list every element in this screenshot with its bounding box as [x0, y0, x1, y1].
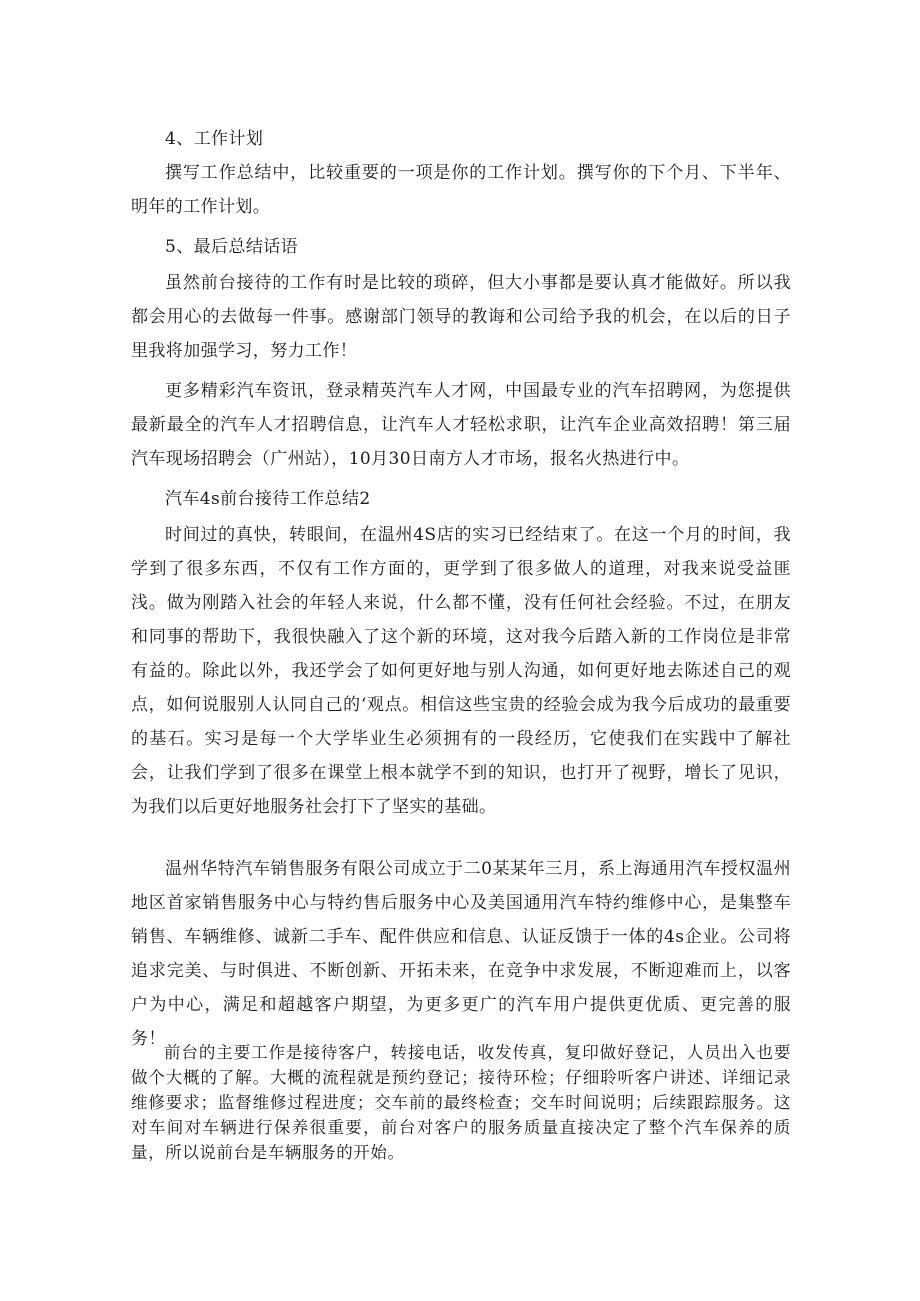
paragraph-work-plan: 撰写工作总结中，比较重要的一项是你的工作计划。撰写你的下个月、下半年、明年的工作计划。 — [131, 163, 791, 217]
paragraph-company-intro: 温州华特汽车销售服务有限公司成立于二0某某年三月，系上海通用汽车授权温州地区首家销售服务中心与特约售后服务中心及美国通用汽车特约维修中心，是集整车销售、车辆维修、诚新二手车、配件供应和信息、认证反馈于一体的4s企业。公司将追求完美、与时俱进、不断创新、开拓未来，在竞争中求发展，不断迎难而上，以客户为中心，满足和超越客户期望，为更多更广的汽车用户提供更优质、更完善的服务！ — [131, 859, 791, 1049]
paragraph-recruitment-ad: 更多精彩汽车资讯，登录精英汽车人才网，中国最专业的汽车招聘网，为您提供最新最全的汽车人才招聘信息，让汽车人才轻松求职，让汽车企业高效招聘！第三届汽车现场招聘会（广州站），10月30日南方人才市场，报名火热进行中。 — [131, 381, 791, 469]
paragraph-internship-reflection: 时间过的真快，转眼间，在温州4S店的实习已经结束了。在这一个月的时间，我学到了很多东西，不仅有工作方面的，更学到了很多做人的道理，对我来说受益匪浅。做为刚踏入社会的年轻人来说，什么都不懂，没有任何社会经验。不过，在朋友和同事的帮助下，我很快融入了这个新的环境，这对我今后踏入新的工作岗位是非常有益的。除此以外，我还学会了如何更好地与别人沟通，如何更好地去陈述自己的观点，如何说服别人认同自己的‘观点。相信这些宝贵的经验会成为我今后成功的最重要的基石。实习是每一个大学毕业生必须拥有的一段经历，它使我们在实践中了解社会，让我们学到了很多在课堂上根本就学不到的知识，也打开了视野，增长了见识，为我们以后更好地服务社会打下了坚实的基础。 — [131, 525, 791, 817]
section-heading-closing-remarks: 5、最后总结话语 — [165, 237, 299, 257]
paragraph-front-desk-duties: 前台的主要工作是接待客户，转接电话，收发传真，复印做好登记，人员出入也要做个大概的了解。大概的流程就是预约登记；接待环检；仔细聆听客户讲述、详细记录维修要求；监督维修过程进度；交车前的最终检查；交车时间说明；后续跟踪服务。这对车间对车辆进行保养很重要，前台对客户的服务质量直接决定了整个汽车保养的质量，所以说前台是车辆服务的开始。 — [131, 1043, 791, 1162]
paragraph-closing-remarks: 虽然前台接待的工作有时是比较的琐碎，但大小事都是要认真才能做好。所以我都会用心的去做每一件事。感谢部门领导的教诲和公司给予我的机会，在以后的日子里我将加强学习，努力工作！ — [131, 273, 791, 361]
article-title-summary-2: 汽车4s前台接待工作总结2 — [165, 489, 371, 509]
section-heading-work-plan: 4、工作计划 — [165, 129, 264, 149]
